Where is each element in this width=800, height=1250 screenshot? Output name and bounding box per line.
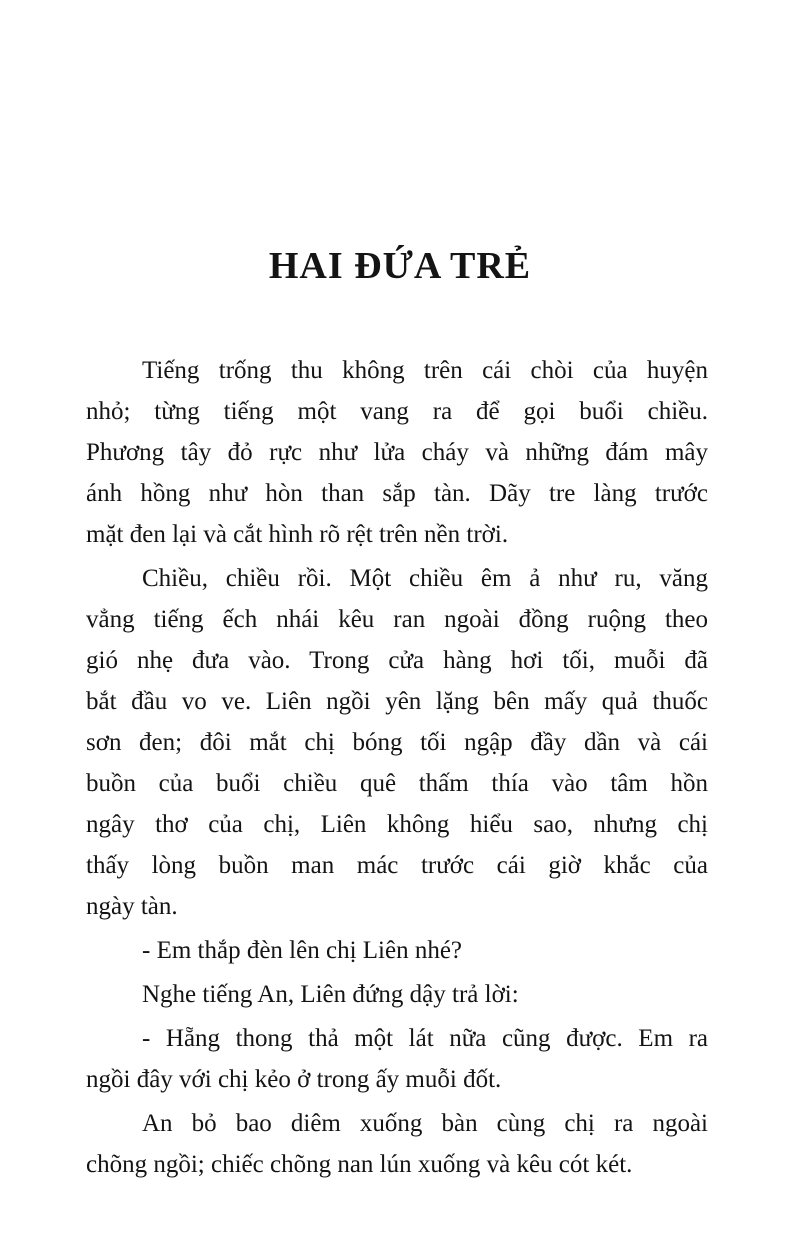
text-line: nhỏ; từng tiếng một vang ra để gọi buổi chiều. (86, 398, 708, 425)
text-line: bắt đầu vo ve. Liên ngồi yên lặng bên mấy quả thuốc (86, 688, 708, 715)
paragraph (86, 930, 708, 971)
text-line: Phương tây đỏ rực như lửa cháy và những đám mây (86, 439, 708, 466)
text-line: sơn đen; đôi mắt chị bóng tối ngập đầy dần và cái (86, 729, 708, 756)
text-line: gió nhẹ đưa vào. Trong cửa hàng hơi tối, muỗi đã (86, 647, 708, 674)
text-line: chõng ngồi; chiếc chõng nan lún xuống và kêu cót két. (86, 1151, 633, 1178)
text-line: ngày tàn. (86, 893, 178, 920)
text-line: buồn của buổi chiều quê thấm thía vào tâm hồn (86, 770, 708, 797)
text-line: Tiếng trống thu không trên cái chòi của huyện (142, 357, 708, 384)
text-line: Nghe tiếng An, Liên đứng dậy trả lời: (142, 981, 519, 1008)
text-line: - Hẵng thong thả một lát nữa cũng được. Em ra (142, 1025, 708, 1052)
paragraph (86, 1103, 708, 1185)
text-line: An bỏ bao diêm xuống bàn cùng chị ra ngoài (142, 1110, 708, 1137)
text-line: ánh hồng như hòn than sắp tàn. Dãy tre làng trước (86, 480, 708, 507)
text-line: ngây thơ của chị, Liên không hiểu sao, nhưng chị (86, 811, 708, 838)
paragraph (86, 1018, 708, 1100)
paragraph (86, 558, 708, 927)
text-line: - Em thắp đèn lên chị Liên nhé? (142, 937, 463, 964)
body-text-block (86, 350, 708, 1185)
text-line: vẳng tiếng ếch nhái kêu ran ngoài đồng ruộng theo (86, 606, 708, 633)
text-line: ngồi đây với chị kẻo ở trong ấy muỗi đốt. (86, 1066, 502, 1093)
text-line: mặt đen lại và cắt hình rõ rệt trên nền trời. (86, 521, 509, 548)
text-line: Chiều, chiều rồi. Một chiều êm ả như ru, văng (142, 565, 708, 592)
page-title: HAI ĐỨA TRẺ (268, 245, 532, 287)
text-line: thấy lòng buồn man mác trước cái giờ khắc của (86, 852, 708, 879)
paragraph (86, 350, 708, 555)
paragraph (86, 974, 708, 1015)
